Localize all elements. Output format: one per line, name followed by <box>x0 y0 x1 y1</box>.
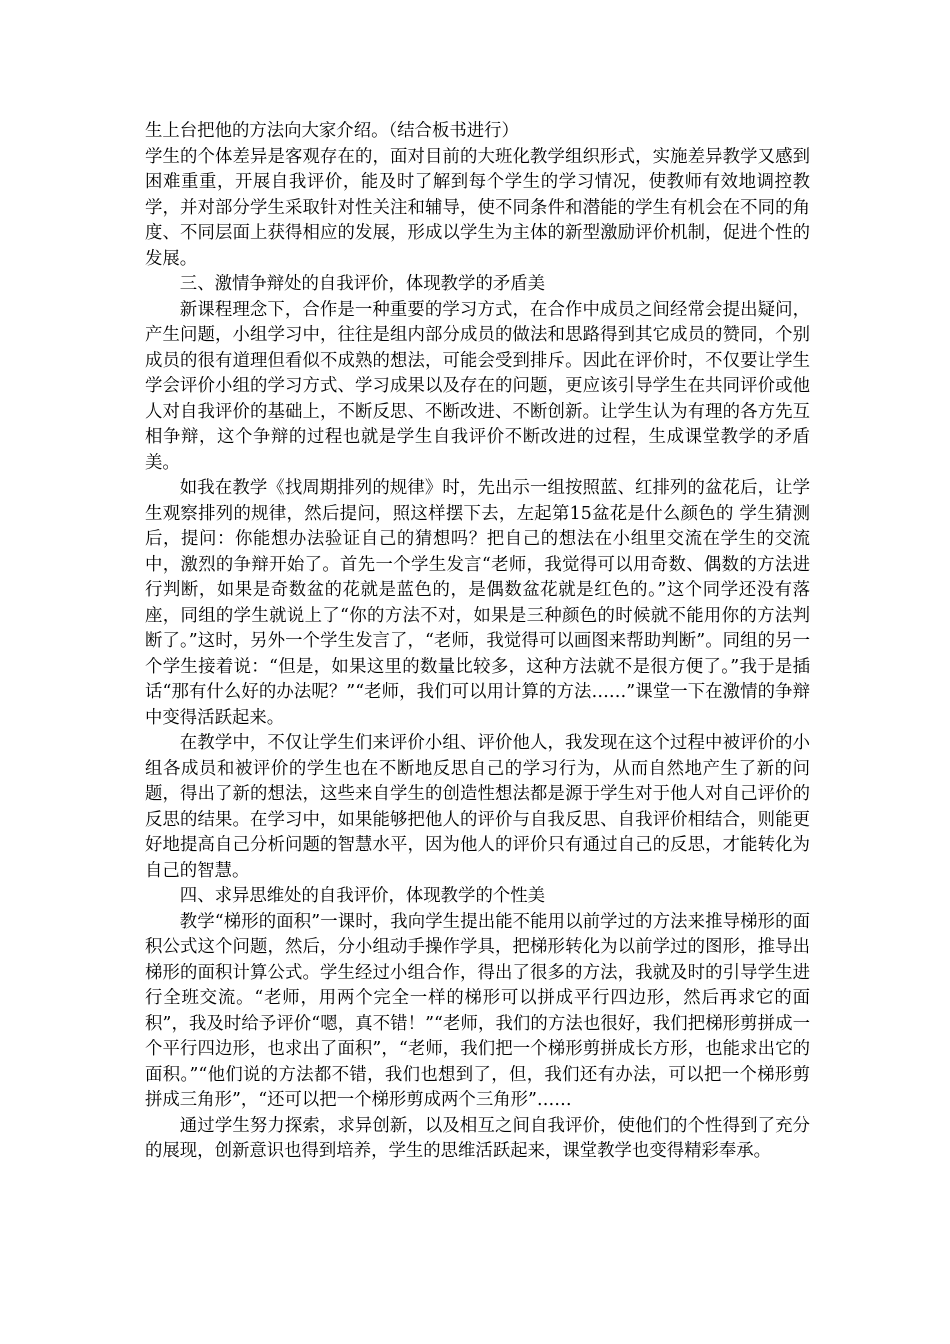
paragraph-reflection: 在教学中，不仅让学生们来评价小组、评价他人，我发现在这个过程中被评价的小组各成员和被评价的学生也在不断地反思自己的学习行为，从而自然地产生了新的问题，得出了新的想法，这些来自学生的创造性想法都是源于学生对于他人对自己评价的反思的结果。在学习中，如果能够把他人的评价与自我反思、自我评价相结合，则能更好地提高自己分析问题的智慧水平，因为他人的评价只有通过自己的反思，才能转化为自己的智慧。 <box>145 733 810 881</box>
paragraph-cooperation: 新课程理念下，合作是一种重要的学习方式，在合作中成员之间经常会提出疑问，产生问题，小组学习中，往往是组内部分成员的做法和思路得到其它成员的赞同，个别成员的很有道理但看似不成熟的想法，可能会受到排斥。因此在评价时，不仅要让学生学会评价小组的学习方式、学习成果以及存在的问题，更应该引导学生在共同评价或他人对自我评价的基础上，不断反思、不断改进、不断创新。让学生认为有理的各方先互相争辩，这个争辩的过程也就是学生自我评价不断改进的过程，生成课堂教学的矛盾美。 <box>145 299 810 473</box>
paragraph-trapezoid-area-example: 教学“梯形的面积”一课时，我向学生提出能不能用以前学过的方法来推导梯形的面积公式这个问题，然后，分小组动手操作学具，把梯形转化为以前学过的图形，推导出梯形的面积计算公式。学生经过小组合作，得出了很多的方法，我就及时的引导学生进行全班交流。“老师，用两个完全一样的梯形可以拼成平行四边形，然后再求它的面积”，我及时给予评价“嗯，真不错！”“老师，我们的方法也很好，我们把梯形剪拼成一个平行四边形，也求出了面积”，“老师，我们把一个梯形剪拼成长方形，也能求出它的面积。”“他们说的方法都不错，我们也想到了，但，我们还有办法，可以把一个梯形剪拼成三角形”，“还可以把一个梯形剪成两个三角形”…… <box>145 911 810 1110</box>
paragraph-individual-differences: 学生的个体差异是客观存在的，面对目前的大班化教学组织形式，实施差异教学又感到困难重重，开展自我评价，能及时了解到每个学生的学习情况，使教师有效地调控教学，并对部分学生采取针对性关注和辅导，使不同条件和潜能的学生有机会在不同的角度、不同层面上获得相应的发展，形成以学生为主体的新型激励评价机制，促进个性的发展。 <box>145 146 810 269</box>
section-heading-three: 三、激情争辩处的自我评价，体现教学的矛盾美 <box>179 274 546 294</box>
document-body <box>145 119 810 1165</box>
paragraph-conclusion: 通过学生努力探索，求异创新，以及相互之间自我评价，使他们的个性得到了充分的展现，创新意识也得到培养，学生的思维活跃起来，课堂教学也变得精彩奉承。 <box>145 1115 810 1161</box>
paragraph-intro-continuation: 生上台把他的方法向大家介绍。（结合板书进行） <box>145 121 519 141</box>
paragraph-periodic-pattern-example: 如我在教学《找周期排列的规律》时，先出示一组按照蓝、红排列的盆花后，让学生观察排列的规律，然后提问，照这样摆下去，左起第15盆花是什么颜色的 学生猜测后，提问：你能想办法验证自己的猜想吗？把自己的想法在小组里交流在学生的交流中，激烈的争辩开始了。首先一个学生发言“老师，我觉得可以用奇数、偶数的方法进行判断，如果是奇数盆的花就是蓝色的，是偶数盆花就是红色的。”这个同学还没有落座，同组的学生就说上了“你的方法不对，如果是三种颜色的时候就不能用你的方法判断了。”这时，另外一个学生发言了，“老师，我觉得可以画图来帮助判断”。同组的另一个学生接着说：“但是，如果这里的数量比较多，这种方法就不是很方便了。”我于是插话“那有什么好的办法呢？”“老师，我们可以用计算的方法……”课堂一下在激情的争辩中变得活跃起来。 <box>145 478 810 728</box>
section-heading-four: 四、求异思维处的自我评价，体现教学的个性美 <box>179 886 546 906</box>
